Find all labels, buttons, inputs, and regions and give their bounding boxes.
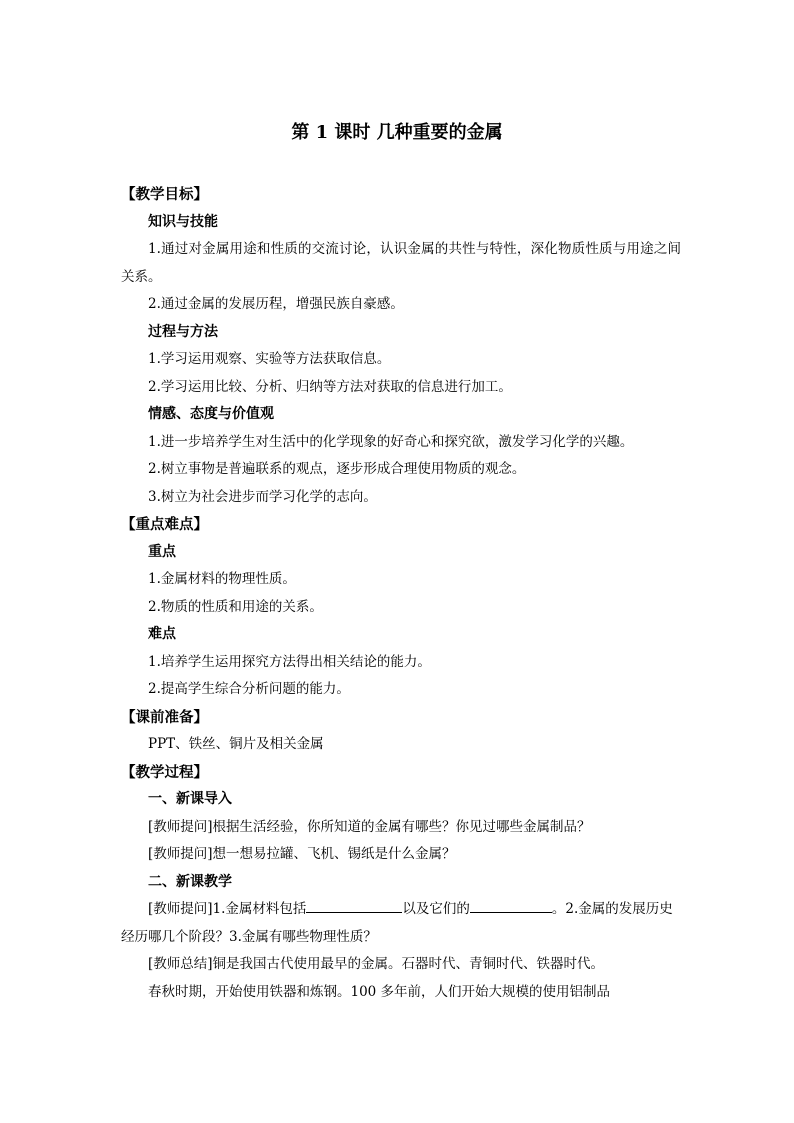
key-points-heading: 【重点难点】	[121, 516, 208, 533]
knowledge-heading: 知识与技能	[148, 213, 218, 230]
emotion-item-3: 3.树立为社会进步而学习化学的志向。	[148, 488, 377, 505]
teacher-summary-2: 春秋时期，开始使用铁器和炼钢。100 多年前，人们开始大规模的使用铝制品	[148, 983, 611, 1000]
emotion-heading: 情感、态度与价值观	[148, 406, 274, 422]
teacher-summary: [教师总结]铜是我国古代使用最早的金属。石器时代、青铜时代、铁器时代。	[148, 956, 605, 972]
intro-heading: 一、新课导入	[148, 791, 232, 807]
difficulty-item-1: 1.培养学生运用探究方法得出相关结论的能力。	[148, 653, 431, 670]
question-part-2: 以及它们的	[402, 901, 470, 917]
teaching-process-heading: 【教学过程】	[121, 763, 208, 781]
new-lesson-heading: 二、新课教学	[148, 873, 232, 890]
question-part-1: [教师提问]1.金属材料包括	[148, 901, 307, 917]
process-item-1: 1.学习运用观察、实验等方法获取信息。	[148, 351, 391, 367]
focus-item-2: 2.物质的性质和用途的关系。	[148, 598, 323, 615]
question-part-3: 。2.金属的发展历史	[551, 901, 673, 917]
difficulty-heading: 难点	[148, 626, 176, 642]
intro-item-1: [教师提问]根据生活经验，你所知道的金属有哪些？你见过哪些金属制品？	[148, 818, 591, 835]
focus-item-1: 1.金属材料的物理性质。	[148, 571, 296, 587]
preparation-heading: 【课前准备】	[121, 708, 208, 726]
objectives-heading: 【教学目标】	[121, 186, 208, 203]
intro-item-2: [教师提问]想一想易拉罐、飞机、锡纸是什么金属？	[148, 846, 456, 862]
new-lesson-question-continued: 经历哪几个阶段？3.金属有哪些物理性质？	[121, 928, 377, 945]
process-method-heading: 过程与方法	[148, 323, 218, 340]
difficulty-item-2: 2.提高学生综合分析问题的能力。	[148, 681, 350, 697]
knowledge-item-1: 1.通过对金属用途和性质的交流讨论，认识金属的共性与特性，深化物质性质与用途之间关系。	[121, 241, 681, 285]
focus-heading: 重点	[148, 543, 176, 560]
emotion-item-2: 2.树立事物是普遍联系的观点，逐步形成合理使用物质的观念。	[148, 461, 526, 477]
emotion-item-1: 1.进一步培养学生对生活中的化学现象的好奇心和探究欲，激发学习化学的兴趣。	[148, 433, 634, 450]
knowledge-item-2: 2.通过金属的发展历程，增强民族自豪感。	[148, 296, 404, 312]
fill-blank-2	[470, 900, 552, 913]
page-title: 第 1 课时 几种重要的金属	[291, 122, 503, 143]
fill-blank-1	[306, 900, 402, 913]
new-lesson-question	[121, 896, 681, 924]
preparation-text: PPT、铁丝、铜片及相关金属	[148, 736, 324, 752]
lesson-body	[121, 181, 681, 1006]
process-item-2: 2.学习运用比较、分析、归纳等方法对获取的信息进行加工。	[148, 378, 512, 395]
